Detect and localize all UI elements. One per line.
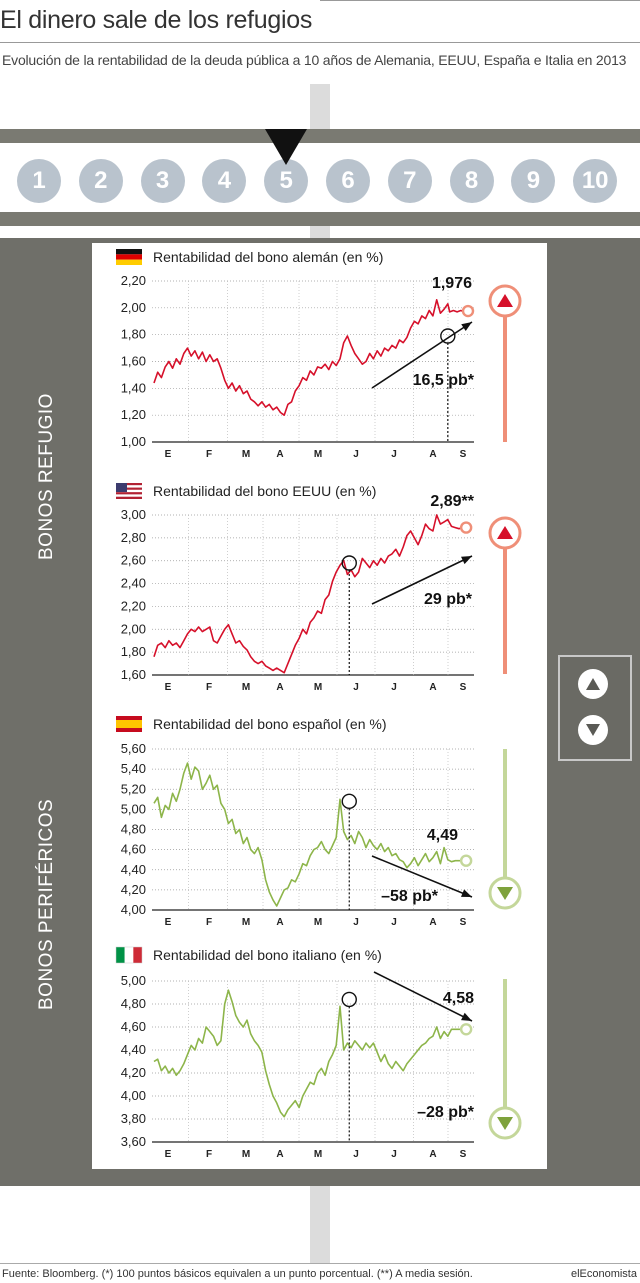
x-tick-label: J [391, 1149, 397, 1160]
x-tick-label: F [205, 682, 213, 693]
side-label-refugio: BONOS REFUGIO [36, 393, 57, 560]
germany-flag [116, 249, 142, 265]
last-value-label: 4,58 [442, 990, 474, 1007]
x-tick-label: A [429, 449, 437, 460]
x-tick-label: M [313, 682, 323, 693]
chart-title: Rentabilidad del bono español (en %) [153, 716, 387, 732]
y-tick-label: 1,00 [120, 434, 146, 449]
marker-circle [342, 992, 356, 1006]
y-tick-label: 4,80 [120, 821, 146, 837]
y-tick-label: 1,60 [120, 667, 146, 682]
y-tick-label: 4,40 [120, 1042, 146, 1057]
footer-rule [0, 1263, 640, 1264]
x-tick-label: F [205, 449, 213, 460]
timeline-step-5[interactable]: 5 [264, 159, 308, 203]
change-label: –58 pb* [381, 888, 438, 905]
y-tick-label: 4,40 [120, 861, 146, 877]
x-tick-label: A [276, 682, 284, 693]
chart-title: Rentabilidad del bono italiano (en %) [153, 947, 382, 963]
x-tick-label: M [241, 682, 251, 693]
y-tick-label: 2,40 [120, 575, 146, 591]
y-tick-label: 1,80 [120, 644, 146, 660]
last-value-circle [461, 523, 471, 533]
change-label: 29 pb* [423, 591, 472, 608]
x-tick-label: S [459, 1149, 467, 1160]
x-tick-label: J [353, 682, 359, 693]
x-tick-label: M [313, 917, 323, 928]
last-value-label: 1,976 [431, 275, 472, 292]
x-tick-label: S [459, 682, 467, 693]
x-tick-label: J [353, 1149, 359, 1160]
series-line [154, 300, 472, 415]
chart-spain [116, 716, 520, 928]
trend-arrow-icon [461, 889, 472, 897]
x-tick-label: M [241, 1149, 251, 1160]
y-tick-label: 1,80 [120, 326, 146, 342]
change-label: 16,5 pb* [412, 372, 474, 389]
y-tick-label: 2,20 [120, 598, 146, 614]
x-tick-label: A [429, 1149, 437, 1160]
x-tick-label: E [164, 449, 172, 460]
timeline-step-1[interactable]: 1 [17, 159, 61, 203]
italy-flag [116, 947, 142, 963]
page-subtitle: Evolución de la rentabilidad de la deuda pública a 10 años de Alemania, EEUU, España e Italia en 2013 [2, 52, 627, 68]
series-line [154, 990, 470, 1116]
y-tick-label: 2,00 [120, 621, 146, 637]
x-tick-label: S [459, 917, 467, 928]
timeline-step-7[interactable]: 7 [388, 159, 432, 203]
last-value-label: 2,89** [430, 493, 474, 510]
y-tick-label: 4,20 [120, 881, 146, 897]
y-tick-label: 2,00 [120, 299, 146, 315]
x-tick-label: A [276, 1149, 284, 1160]
page-title: El dinero sale de los refugios [0, 6, 313, 34]
y-tick-label: 5,60 [120, 741, 146, 756]
marker-circle [342, 794, 356, 808]
y-tick-label: 4,60 [120, 1019, 146, 1034]
x-tick-label: A [276, 917, 284, 928]
y-tick-label: 5,40 [120, 761, 146, 777]
chart-italy [116, 947, 520, 1160]
y-tick-label: 3,00 [120, 507, 146, 522]
trend-arrow-icon [461, 1013, 472, 1021]
last-value-circle [463, 306, 473, 316]
timeline-step-9[interactable]: 9 [511, 159, 555, 203]
timeline-step-10[interactable]: 10 [573, 159, 617, 203]
chart-title: Rentabilidad del bono alemán (en %) [153, 249, 384, 265]
timeline-step-8[interactable]: 8 [450, 159, 494, 203]
y-tick-label: 4,00 [120, 1088, 146, 1103]
chart-usa [116, 483, 520, 693]
chart-title: Rentabilidad del bono EEUU (en %) [153, 483, 377, 499]
footer-brand: elEconomista [570, 1268, 637, 1280]
y-tick-label: 1,40 [120, 380, 146, 396]
x-tick-label: J [391, 917, 397, 928]
last-value-label: 4,49 [426, 827, 458, 844]
x-tick-label: A [429, 917, 437, 928]
x-tick-label: E [164, 682, 172, 693]
y-tick-label: 5,00 [120, 973, 146, 988]
footer-source: Fuente: Bloomberg. (*) 100 puntos básicos equivalen a un punto porcentual. (**) A media sesión. [2, 1268, 473, 1280]
timeline-step-3[interactable]: 3 [141, 159, 185, 203]
series-line [154, 515, 470, 673]
x-tick-label: E [164, 917, 172, 928]
x-tick-label: S [459, 449, 467, 460]
last-value-circle [461, 856, 471, 866]
usa-flag [116, 483, 142, 499]
y-tick-label: 4,20 [120, 1065, 146, 1080]
trend-arrow-icon [461, 322, 472, 331]
x-tick-label: M [241, 449, 251, 460]
y-tick-label: 4,00 [120, 902, 146, 917]
x-tick-label: A [276, 449, 284, 460]
trend-down-indicator [490, 749, 520, 908]
y-tick-label: 4,80 [120, 996, 146, 1011]
change-label: –28 pb* [417, 1104, 474, 1121]
x-tick-label: J [391, 449, 397, 460]
last-value-circle [461, 1024, 471, 1034]
x-tick-label: F [205, 1149, 213, 1160]
x-tick-label: E [164, 1149, 172, 1160]
x-tick-label: J [353, 917, 359, 928]
series-line [154, 763, 470, 906]
x-tick-label: J [353, 449, 359, 460]
y-tick-label: 4,60 [120, 841, 146, 857]
timeline-step-6[interactable]: 6 [326, 159, 370, 203]
trend-down-indicator [490, 979, 520, 1138]
y-tick-label: 2,60 [120, 552, 146, 568]
x-tick-label: A [429, 682, 437, 693]
y-tick-label: 1,60 [120, 353, 146, 369]
x-tick-label: J [391, 682, 397, 693]
timeline-step-2[interactable]: 2 [79, 159, 123, 203]
x-tick-label: M [313, 1149, 323, 1160]
trend-arrow-icon [461, 556, 472, 564]
x-tick-label: M [313, 449, 323, 460]
x-tick-label: M [241, 917, 251, 928]
y-tick-label: 3,80 [120, 1111, 146, 1126]
timeline-step-4[interactable]: 4 [202, 159, 246, 203]
y-tick-label: 2,20 [120, 273, 146, 288]
y-tick-label: 1,20 [120, 407, 146, 423]
y-tick-label: 5,20 [120, 781, 146, 797]
y-tick-label: 3,60 [120, 1134, 146, 1149]
y-tick-label: 5,00 [120, 801, 146, 817]
trend-up-indicator [490, 286, 520, 442]
timeline-post-bottom [310, 1186, 330, 1263]
trend-up-indicator [490, 518, 520, 674]
x-tick-label: F [205, 917, 213, 928]
side-label-perifericos: BONOS PERIFÉRICOS [36, 798, 57, 1010]
y-tick-label: 2,80 [120, 529, 146, 545]
chart-germany [116, 249, 520, 460]
spain-flag [116, 716, 142, 732]
